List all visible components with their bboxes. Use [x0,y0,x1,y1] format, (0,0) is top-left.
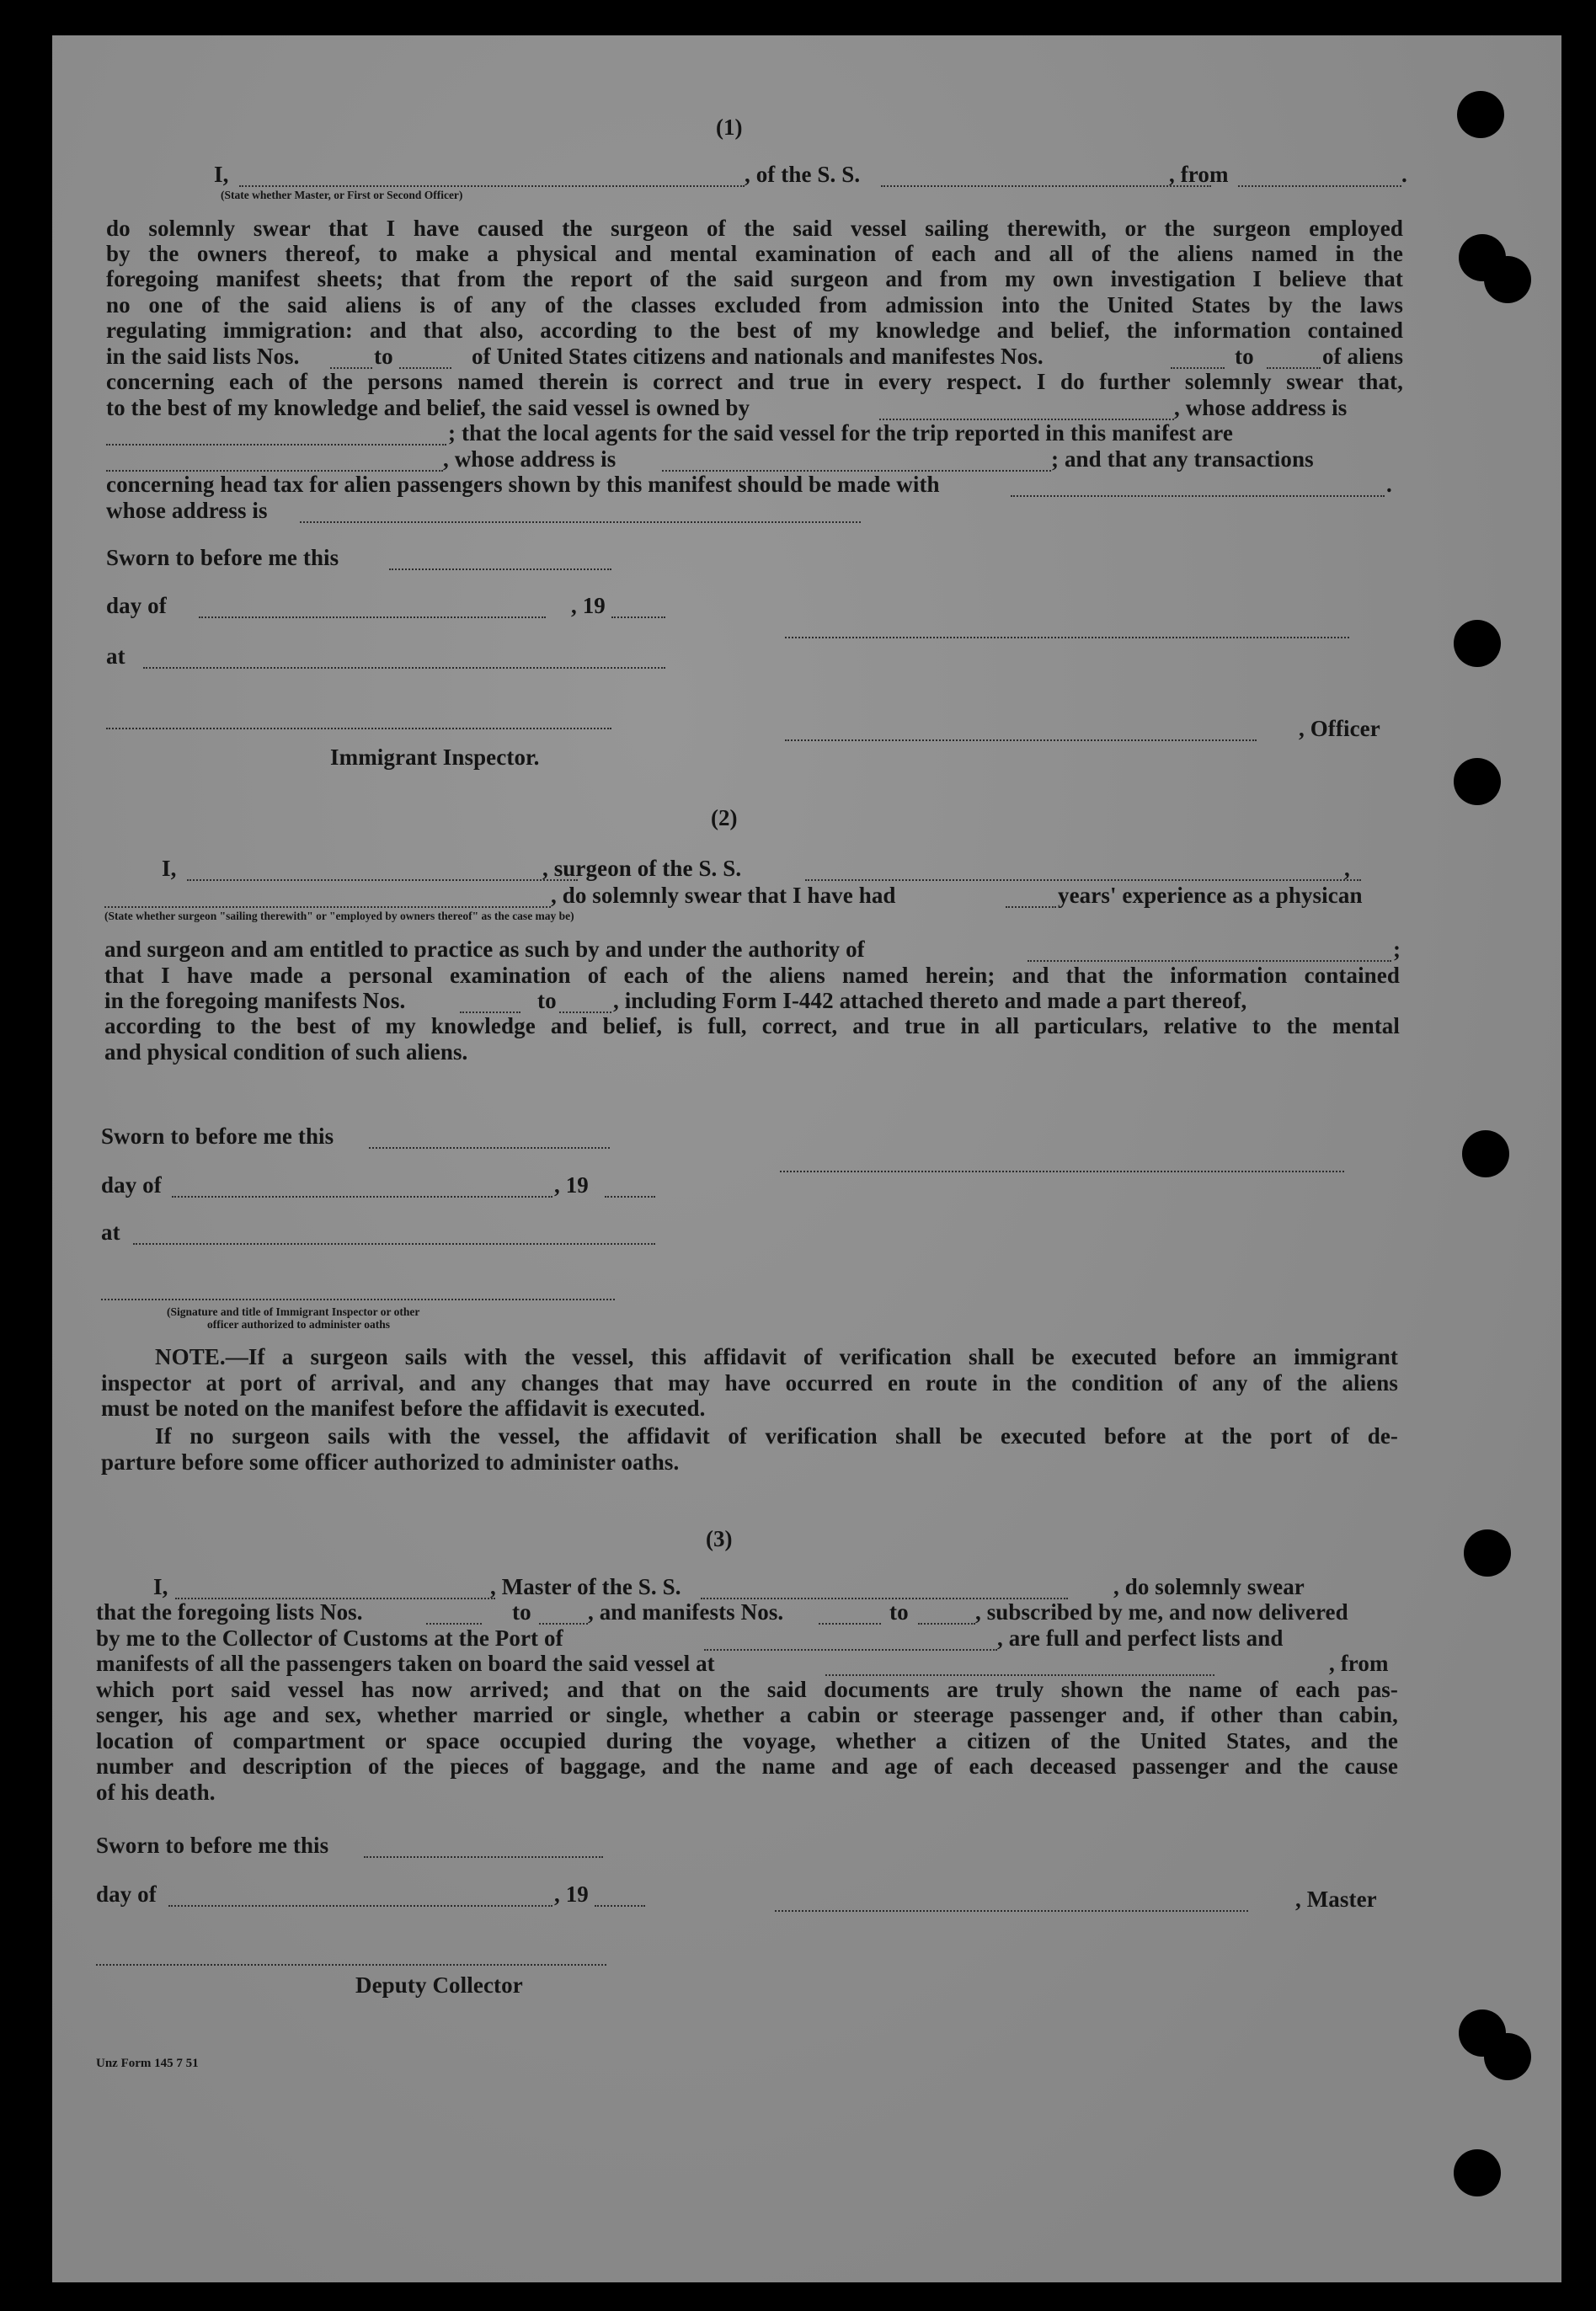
section-3-number: (3) [706,1526,733,1551]
from-port-field[interactable] [1238,185,1401,187]
inspector-signature-line[interactable] [106,728,611,729]
s2-inspector-signature-line[interactable] [101,1299,615,1300]
port-of-departure-field[interactable] [825,1674,1214,1676]
s1-paragraph-line: no one of the said aliens is of any of the classes excluded from admission into the United States by the laws [106,292,1403,318]
surgeon-status-field[interactable] [104,906,551,908]
s1-paragraph-line: concerning each of the persons named therein is correct and true in every respect. I do further solemnly swear that, [106,369,1403,394]
owner-address-field[interactable] [106,444,446,446]
s3-paragraph-line: senger, his age and sex, whether married or single, whether a cabin or steerage passenger and, if other than cabin, [96,1702,1398,1727]
s2-day-field[interactable] [172,1196,552,1198]
binder-hole [1484,256,1531,303]
surgeon-note-line: parture before some officer authorized to administer oaths. [101,1449,680,1475]
deputy-collector-label: Deputy Collector [355,1972,523,1998]
surgeon-signature-line[interactable] [780,1171,1344,1172]
surgeon-note-line: If no surgeon sails with the vessel, the affidavit of verification shall be executed before at the port of de- [155,1423,1398,1449]
binder-hole [1484,2033,1531,2080]
binder-hole [1454,620,1501,667]
signature-title-note: officer authorized to administer oaths [207,1318,390,1331]
s3-paragraph-line: number and description of the pieces of baggage, and the name and age of each deceased passenger and the cause [96,1753,1398,1779]
s2-ship-name-field[interactable] [805,879,1361,881]
s3-paragraph-line: location of compartment or space occupied during the voyage, whether a citizen of the United States, and the [96,1728,1398,1753]
s3-manifest-to-field[interactable] [918,1623,975,1625]
surgeon-note-line: inspector at port of arrival, and any changes that may have occurred en route in the condition of any of the aliens [101,1370,1398,1396]
s1-paragraph-line: foregoing manifest sheets; that from the report of the said surgeon and from my own investigation I believe that [106,266,1403,291]
officer-title-field[interactable] [785,739,1257,741]
ship-name-field[interactable] [881,185,1211,187]
s1-at-field[interactable] [143,667,665,669]
surgeon-note-line: NOTE.—If a surgeon sails with the vessel, this affidavit of verification shall be executed before an immigrant [155,1344,1398,1369]
licensing-authority-field[interactable] [1028,960,1391,962]
officer-rank-note: (State whether Master, or First or Second Officer) [221,189,463,201]
binder-hole [1457,91,1504,138]
s1-paragraph-line: regulating immigration: and that also, according to the best of my knowledge and belief, the information contained [106,318,1403,343]
s2-at-field[interactable] [133,1243,655,1245]
s1-paragraph-line: do solemnly swear that I have caused the surgeon of the said vessel sailing therewith, or the surgeon employed [106,216,1403,241]
s3-list-from-field[interactable] [426,1623,482,1625]
surgeon-status-note: (State whether surgeon "sailing therewith" or "employed by owners thereof" as the case may be) [104,910,574,922]
section-1-number: (1) [716,115,743,140]
binder-hole [1462,1130,1509,1177]
officer-name-field[interactable] [239,185,745,187]
s3-day-field[interactable] [168,1905,552,1907]
s2-paragraph-line: and physical condition of such aliens. [104,1039,468,1065]
binder-hole [1454,758,1501,805]
binder-hole [1464,1529,1511,1577]
s3-year-field[interactable] [595,1905,645,1907]
years-experience-field[interactable] [1006,906,1056,908]
form-code: Unz Form 145 7 51 [96,2057,199,2070]
master-signature-field[interactable] [775,1910,1248,1912]
s1-year-field[interactable] [611,616,665,618]
signature-title-note: (Signature and title of Immigrant Inspector or other [167,1305,420,1318]
s2-year-field[interactable] [605,1196,655,1198]
officer-signature-line[interactable] [785,637,1349,638]
s1-day-field[interactable] [199,616,546,618]
surgeon-note-line: must be noted on the manifest before the affidavit is executed. [101,1396,706,1421]
binder-hole [1454,2149,1501,2196]
s3-list-to-field[interactable] [539,1623,588,1625]
port-of-arrival-field[interactable] [704,1649,997,1651]
document-page: (1) I, , of the S. S. , from . (State whether Master, or First or Second Officer) do solemnly swear that I have caused the surgeon of the said vessel sailing therewith, or the surgeon employed by the owners thereof, to make a physical and mental examination of each and all of the aliens named in the foregoing manifest sheets; that from the report of the said surgeon and from my own investigation I believe that no one of the said aliens is of any of the classes excluded from admission into the United States by the laws regulating immigration: and that also, according to the best of my knowledge and belief, the information contained in the said lists Nos. to of United States citizens and nationals and manifestes Nos. to of aliens concerning each of the persons named therein is correct and true in every respect. I do further solemnly swear that, to the best of my knowledge and belief, the said vessel is owned by , whose address is ; that the local agents for the said vessel for the trip reported in this manifest are , whose address is ; and that any transactions concerning head tax for alien passengers shown by this manifest should be made with . whose address is Sworn to before me this day of , 19 at , Officer Immigrant Inspector. (2) I, , surgeon of the S. S. , , do solemnly swear that I have had years' experience as a physican (State whether surgeon "sailing therewith" or "employed by owners thereof" as the case may be) and surgeon and am entitled to practice as such by and under the authority of ; that I have made a personal examination of each of the aliens named herein; and that the information contained in the foregoing manifests Nos. to , including Form I-442 attached thereto and made a part thereof, according to the best of my knowledge and belief, is full, correct, and true in all particulars, relative to the mental and physical condition of such aliens. Sworn to before me this day of , 19 at (Signature and title of Immigrant Inspector or other officer authorized to administer oaths NOTE.—If a surgeon sails with the vessel, this affidavit of verification shall be executed before an immigrant inspector at port of arrival, and any changes that may have occurred en route in the condition of any of the aliens must be noted on the manifest before the affidavit is executed. If no surgeon sails with the vessel, the affidavit of verification shall be executed before at the port of de- parture before some officer authorized to administer oaths. (3) I, , Master of the S. S. , do solemnly swear that the foregoing lists Nos. to , and manifests Nos. to , subscribed by me, and now delivered by me to the Collector of Customs at the Port of , are full and perfect lists and manifests of all the passengers taken on board the said vessel at , from which port said vessel has now arrived; and that on the said documents are truly shown the name of each pas- senger, his age and sex, whether married or single, whether a cabin or steerage passenger and, if other than cabin, location of compartment or space occupied during the voyage, whether a citizen of the United States, and the number and description of the pieces of baggage, and the name and age of each deceased passenger and the cause of his death. Sworn to before me this day of , 19 , Master Deputy Collector Unz Form 145 7 51 [52,35,1561,2282]
s3-manifest-from-field[interactable] [819,1623,881,1625]
s1-sworn-date-field[interactable] [389,568,611,570]
s3-paragraph-line: which port said vessel has now arrived; and that on the said documents are truly shown the name of each pas- [96,1677,1398,1702]
surgeon-name-field[interactable] [187,879,578,881]
s2-paragraph-line: according to the best of my knowledge and belief, is full, correct, and true in all particulars, relative to the mental [104,1013,1400,1038]
s1-paragraph-line: by the owners thereof, to make a physical and mental examination of each and all of the aliens named in the [106,241,1403,266]
contact-address-field[interactable] [300,521,861,523]
head-tax-contact-field[interactable] [1011,495,1385,497]
s3-sworn-date-field[interactable] [364,1856,603,1858]
s3-paragraph-line: of his death. [96,1780,216,1805]
s2-paragraph-line: that I have made a personal examination of each of the aliens named herein; and that the information contained [104,963,1400,988]
section-2-number: (2) [711,805,738,830]
deputy-collector-signature-line[interactable] [96,1964,606,1966]
immigrant-inspector-label: Immigrant Inspector. [330,745,540,770]
s2-sworn-date-field[interactable] [369,1147,610,1149]
